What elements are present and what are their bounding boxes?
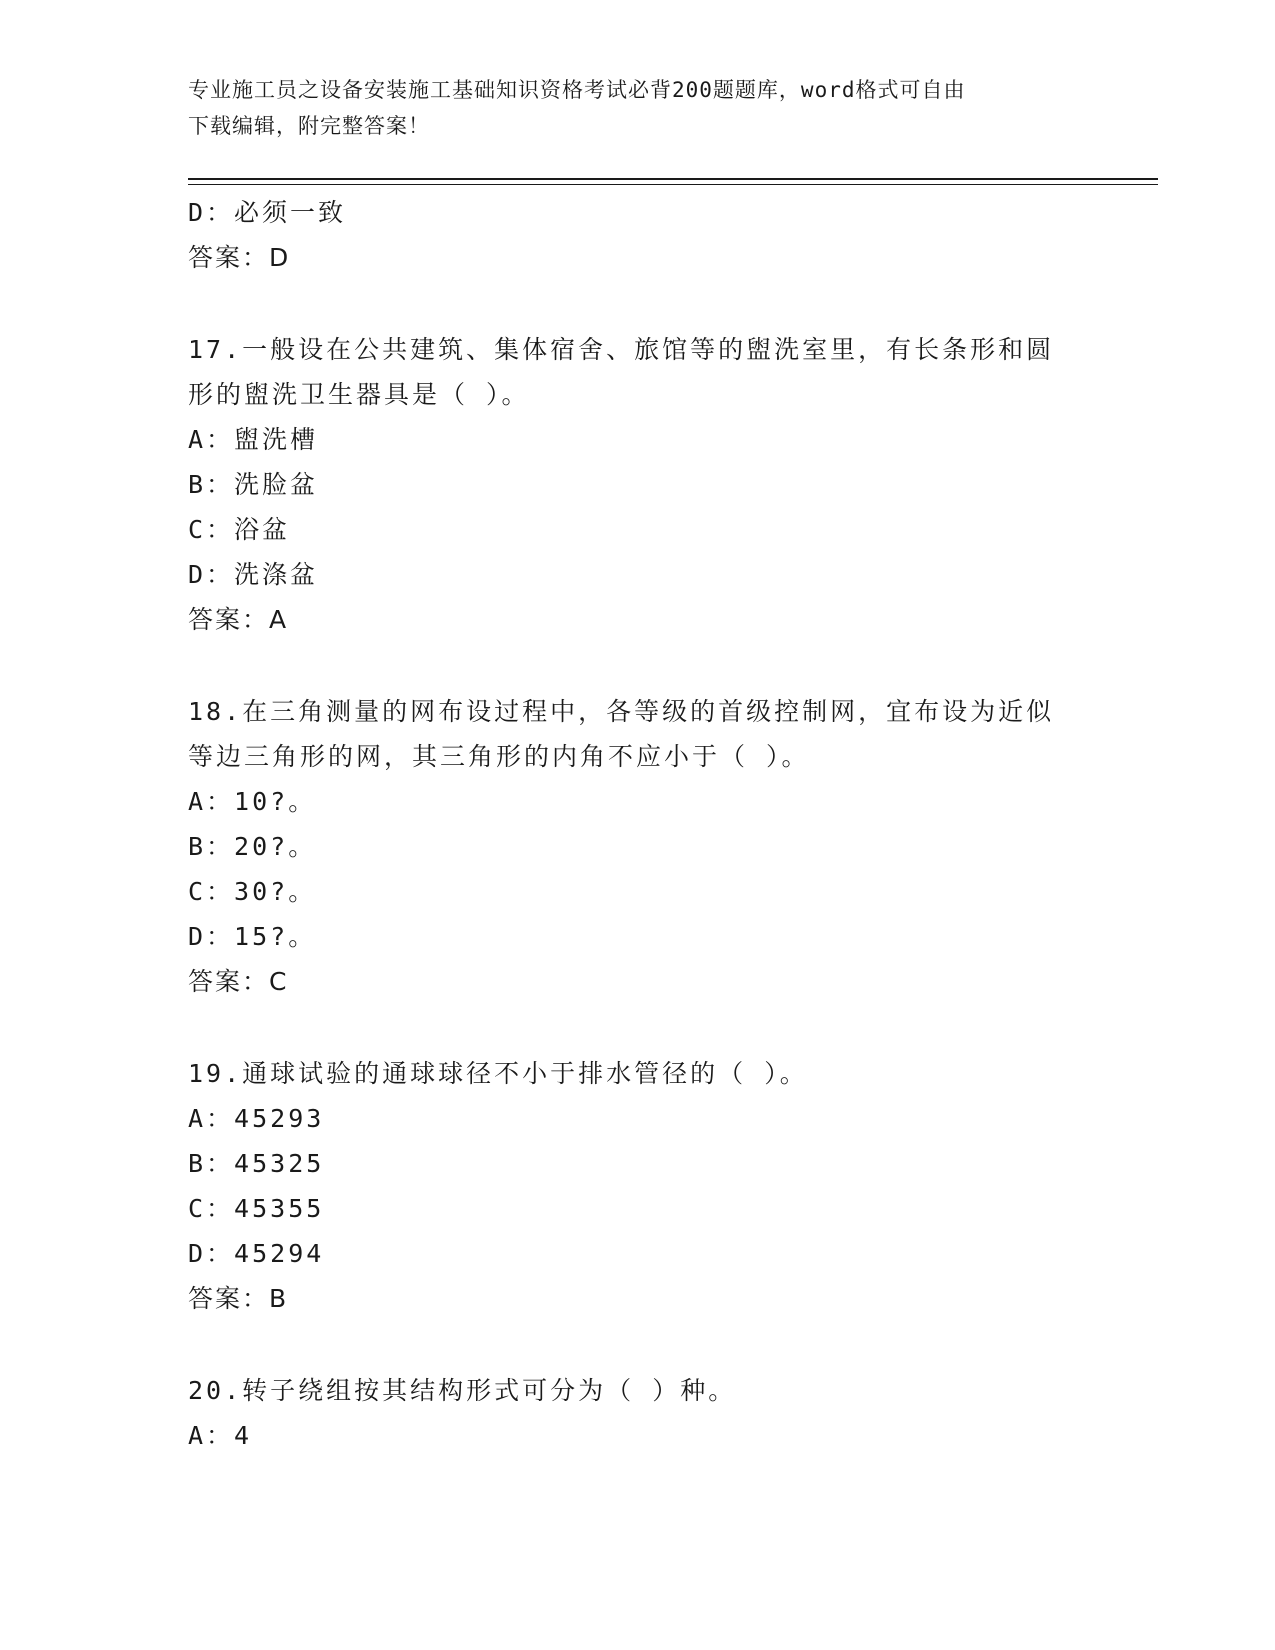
question-text-line: 20.转子绕组按其结构形式可分为（ ）种。 — [188, 1376, 737, 1405]
option-a: A：4 — [188, 1421, 253, 1450]
question-18 — [188, 689, 1088, 1004]
option-d: D：必须一致 — [188, 198, 347, 227]
question-text-line: 17.一般设在公共建筑、集体宿舍、旅馆等的盥洗室里，有长条形和圆 — [188, 335, 1055, 364]
header-line-2: 下载编辑，附完整答案！ — [188, 114, 430, 138]
header-divider-thick — [188, 178, 1158, 180]
spacer — [188, 642, 1088, 689]
question-16-tail — [188, 190, 1088, 280]
answer-line: 答案：A — [188, 605, 289, 634]
header-divider-thin — [188, 184, 1158, 185]
answer-line: 答案：C — [188, 967, 289, 996]
question-17 — [188, 327, 1088, 642]
option-c: C：浴盆 — [188, 515, 291, 544]
option-a: A：45293 — [188, 1104, 325, 1133]
option-d: D：45294 — [188, 1239, 325, 1268]
spacer — [188, 1004, 1088, 1051]
question-text-line: 形的盥洗卫生器具是（ ）。 — [188, 380, 530, 409]
answer-line: 答案：B — [188, 1284, 289, 1313]
option-d: D：洗涤盆 — [188, 560, 319, 589]
header-line-1: 专业施工员之设备安装施工基础知识资格考试必背200题题库，word格式可自由 — [188, 78, 966, 102]
option-c: C：30?。 — [188, 877, 317, 906]
question-text-line: 19.通球试验的通球球径不小于排水管径的（ ）。 — [188, 1059, 808, 1088]
option-b: B：洗脸盆 — [188, 470, 319, 499]
option-b: B：45325 — [188, 1149, 325, 1178]
option-b: B：20?。 — [188, 832, 317, 861]
question-19 — [188, 1051, 1088, 1321]
spacer — [188, 1321, 1088, 1368]
document-body — [188, 190, 1088, 1458]
answer-line: 答案：D — [188, 243, 291, 272]
question-text-line: 18.在三角测量的网布设过程中，各等级的首级控制网，宜布设为近似 — [188, 697, 1055, 726]
option-a: A：盥洗槽 — [188, 425, 319, 454]
option-a: A：10?。 — [188, 787, 317, 816]
option-c: C：45355 — [188, 1194, 325, 1223]
document-header — [188, 72, 1088, 144]
question-text-line: 等边三角形的网，其三角形的内角不应小于（ ）。 — [188, 742, 810, 771]
option-d: D：15?。 — [188, 922, 317, 951]
question-20 — [188, 1368, 1088, 1458]
spacer — [188, 280, 1088, 327]
